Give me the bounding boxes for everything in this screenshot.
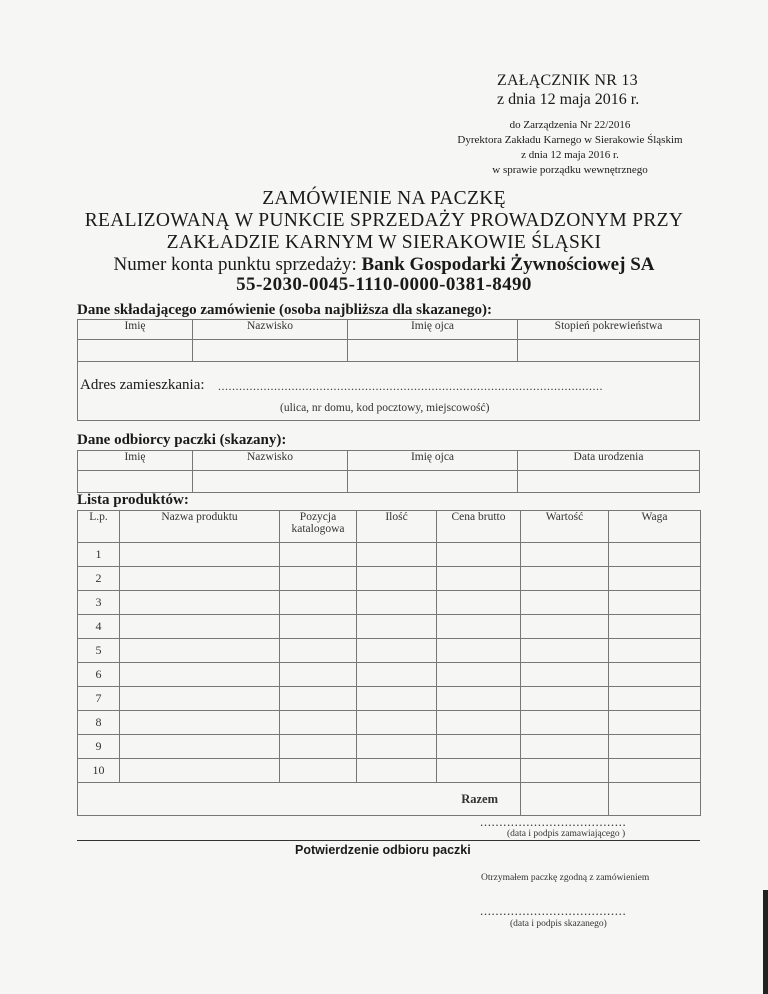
column-header: Imię ojca	[348, 451, 518, 471]
gross-price-cell[interactable]	[437, 567, 521, 591]
product-name-cell[interactable]	[120, 687, 280, 711]
weight-cell[interactable]	[609, 663, 701, 687]
catalog-position-cell[interactable]	[280, 567, 357, 591]
document-title	[40, 188, 728, 254]
prisoner-signature-caption: (data i podpis skazanego)	[510, 919, 607, 929]
row-number: 2	[78, 567, 120, 591]
row-number: 1	[78, 543, 120, 567]
value-cell[interactable]	[521, 615, 609, 639]
annex-date: z dnia 12 maja 2016 r.	[497, 91, 640, 108]
product-name-cell[interactable]	[120, 615, 280, 639]
title-line: ZAKŁADZIE KARNYM W SIERAKOWIE ŚLĄSKI	[166, 232, 602, 253]
table-row	[78, 543, 701, 567]
recipient-first-name-field[interactable]	[78, 471, 193, 493]
column-header: Ilość	[357, 511, 437, 543]
recipient-birth-date-field[interactable]	[518, 471, 700, 493]
sender-relationship-field[interactable]	[518, 340, 700, 362]
catalog-position-cell[interactable]	[280, 735, 357, 759]
total-label-text: Razem	[461, 791, 498, 806]
weight-cell[interactable]	[609, 615, 701, 639]
gross-price-cell[interactable]	[437, 543, 521, 567]
row-number: 3	[78, 591, 120, 615]
column-header: Data urodzenia	[518, 451, 700, 471]
recipient-last-name-field[interactable]	[193, 471, 348, 493]
column-header: L.p.	[78, 511, 120, 543]
order-signature-caption: (data i podpis zamawiającego )	[507, 829, 626, 839]
weight-cell[interactable]	[609, 735, 701, 759]
recipient-table	[77, 450, 700, 493]
row-number: 6	[78, 663, 120, 687]
weight-cell[interactable]	[609, 567, 701, 591]
catalog-position-cell[interactable]	[280, 615, 357, 639]
column-header: Nazwisko	[193, 451, 348, 471]
product-name-cell[interactable]	[120, 711, 280, 735]
sender-heading: Dane składającego zamówienie (osoba najbliższa dla skazanego):	[77, 302, 492, 318]
column-header: Imię	[78, 451, 193, 471]
order-ref-line: z dnia 12 maja 2016 r.	[521, 149, 619, 161]
table-row	[78, 567, 701, 591]
row-number: 4	[78, 615, 120, 639]
column-header: Stopień pokrewieństwa	[518, 320, 700, 340]
row-number: 10	[78, 759, 120, 783]
column-header: Waga	[609, 511, 701, 543]
order-ref-line: Dyrektora Zakładu Karnego w Sierakowie Śląskim	[457, 134, 683, 146]
product-name-cell[interactable]	[120, 663, 280, 687]
recipient-father-name-field[interactable]	[348, 471, 518, 493]
quantity-cell[interactable]	[357, 759, 437, 783]
quantity-cell[interactable]	[357, 567, 437, 591]
product-name-cell[interactable]	[120, 543, 280, 567]
table-row	[78, 663, 701, 687]
gross-price-cell[interactable]	[437, 639, 521, 663]
column-header: Nazwa produktu	[120, 511, 280, 543]
quantity-cell[interactable]	[357, 735, 437, 759]
column-header: Nazwisko	[193, 320, 348, 340]
address-label: Adres zamieszkania:	[80, 377, 205, 393]
gross-price-cell[interactable]	[437, 663, 521, 687]
order-signature-line: ......................................	[480, 814, 627, 829]
title-line: REALIZOWANĄ W PUNKCIE SPRZEDAŻY PROWADZONYM PRZY	[84, 210, 684, 231]
gross-price-cell[interactable]	[437, 591, 521, 615]
prisoner-signature-line: ......................................	[480, 903, 627, 918]
gross-price-cell[interactable]	[437, 711, 521, 735]
table-row	[78, 591, 701, 615]
column-header: Imię	[78, 320, 193, 340]
recipient-heading: Dane odbiorcy paczki (skazany):	[77, 432, 287, 448]
account-label: Numer konta punktu sprzedaży:	[113, 254, 362, 275]
scan-edge-shadow	[763, 890, 768, 994]
value-cell[interactable]	[521, 591, 609, 615]
sender-last-name-field[interactable]	[193, 340, 348, 362]
address-dotted-line: ..............................................................................................................	[218, 379, 603, 393]
row-number: 7	[78, 687, 120, 711]
products-heading: Lista produktów:	[77, 492, 189, 508]
sender-first-name-field[interactable]	[78, 340, 193, 362]
product-name-cell[interactable]	[120, 567, 280, 591]
account-label-line	[40, 254, 728, 276]
catalog-position-cell[interactable]	[280, 711, 357, 735]
value-cell[interactable]	[521, 711, 609, 735]
value-cell[interactable]	[521, 735, 609, 759]
quantity-cell[interactable]	[357, 591, 437, 615]
annex-title: ZAŁĄCZNIK NR 13	[497, 72, 638, 89]
total-row	[78, 783, 701, 816]
weight-cell[interactable]	[609, 543, 701, 567]
sender-table	[77, 319, 700, 362]
total-value-cell[interactable]	[521, 783, 609, 816]
title-line: ZAMÓWIENIE NA PACZKĘ	[262, 188, 506, 209]
value-cell[interactable]	[521, 543, 609, 567]
received-statement: Otrzymałem paczkę zgodną z zamówieniem	[481, 873, 650, 883]
row-number: 5	[78, 639, 120, 663]
divider	[77, 840, 700, 841]
gross-price-cell[interactable]	[437, 687, 521, 711]
quantity-cell[interactable]	[357, 711, 437, 735]
weight-cell[interactable]	[609, 711, 701, 735]
products-table	[77, 510, 701, 816]
product-name-cell[interactable]	[120, 591, 280, 615]
order-ref-line: do Zarządzenia Nr 22/2016	[509, 119, 631, 131]
table-row	[78, 711, 701, 735]
product-name-cell[interactable]	[120, 735, 280, 759]
table-row	[78, 735, 701, 759]
confirmation-heading: Potwierdzenie odbioru paczki	[295, 843, 471, 857]
value-cell[interactable]	[521, 639, 609, 663]
gross-price-cell[interactable]	[437, 615, 521, 639]
sender-father-name-field[interactable]	[348, 340, 518, 362]
quantity-cell[interactable]	[357, 615, 437, 639]
product-name-cell[interactable]	[120, 759, 280, 783]
value-cell[interactable]	[521, 687, 609, 711]
catalog-position-cell[interactable]	[280, 639, 357, 663]
table-row	[78, 759, 701, 783]
account-number: 55-2030-0045-1110-0000-0381-8490	[236, 274, 532, 295]
weight-cell[interactable]	[609, 639, 701, 663]
bank-name: Bank Gospodarki Żywnościowej SA	[361, 254, 655, 275]
catalog-position-cell[interactable]	[280, 663, 357, 687]
catalog-position-cell[interactable]	[280, 759, 357, 783]
value-cell[interactable]	[521, 759, 609, 783]
total-label	[78, 783, 521, 816]
value-cell[interactable]	[521, 663, 609, 687]
value-cell[interactable]	[521, 567, 609, 591]
row-number: 9	[78, 735, 120, 759]
gross-price-cell[interactable]	[437, 735, 521, 759]
total-weight-cell[interactable]	[609, 783, 701, 816]
catalog-position-cell[interactable]	[280, 591, 357, 615]
table-row	[78, 639, 701, 663]
table-row	[78, 615, 701, 639]
catalog-position-cell[interactable]	[280, 687, 357, 711]
column-header: Cena brutto	[437, 511, 521, 543]
order-ref-line: w sprawie porządku wewnętrznego	[492, 164, 648, 176]
column-header: Wartość	[521, 511, 609, 543]
column-header: Imię ojca	[348, 320, 518, 340]
column-header: Pozycja katalogowa	[280, 511, 357, 543]
row-number: 8	[78, 711, 120, 735]
weight-cell[interactable]	[609, 687, 701, 711]
product-name-cell[interactable]	[120, 639, 280, 663]
quantity-cell[interactable]	[357, 543, 437, 567]
address-hint: (ulica, nr domu, kod pocztowy, miejscowość)	[280, 402, 490, 414]
quantity-cell[interactable]	[357, 639, 437, 663]
gross-price-cell[interactable]	[437, 759, 521, 783]
catalog-position-cell[interactable]	[280, 543, 357, 567]
quantity-cell[interactable]	[357, 663, 437, 687]
table-row	[78, 687, 701, 711]
order-reference	[420, 118, 720, 178]
quantity-cell[interactable]	[357, 687, 437, 711]
weight-cell[interactable]	[609, 591, 701, 615]
weight-cell[interactable]	[609, 759, 701, 783]
